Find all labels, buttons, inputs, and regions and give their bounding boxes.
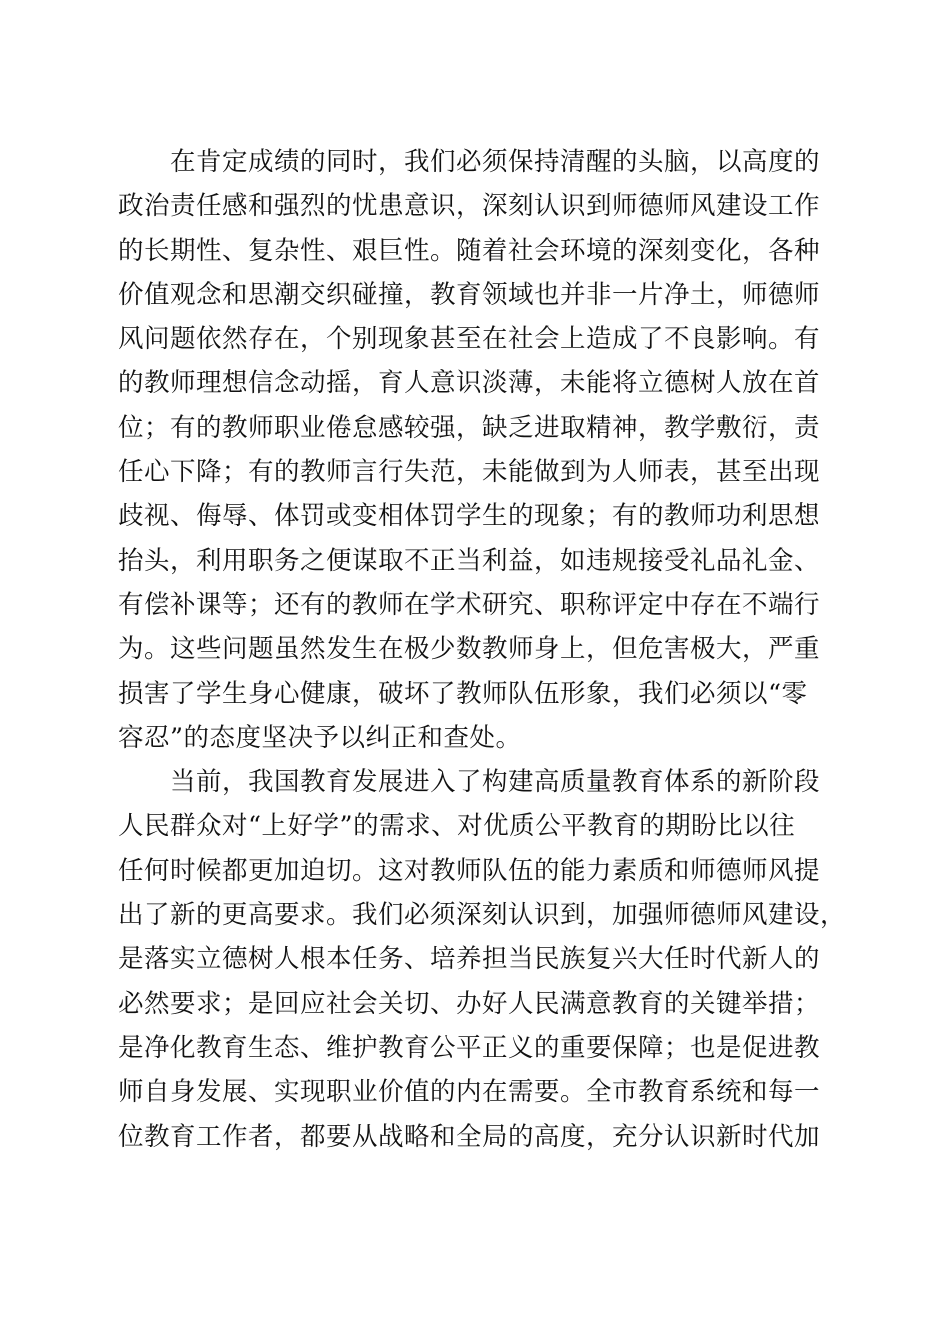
- paragraph-1: [118, 140, 828, 760]
- text-line: 的长期性、复杂性、艰巨性。随着社会环境的深刻变化，各种: [118, 235, 821, 266]
- body-text: [118, 140, 847, 1159]
- text-line: 为。这些问题虽然发生在极少数教师身上，但危害极大，严重: [118, 634, 821, 665]
- paragraph-2: [118, 760, 847, 1159]
- text-line: 任何时候都更加迫切。这对教师队伍的能力素质和师德师风提: [118, 855, 821, 886]
- text-line: 价值观念和思潮交织碰撞，教育领域也并非一片净土，师德师: [118, 279, 821, 310]
- text-line: 容忍”的态度坚决予以纠正和查处。: [118, 722, 522, 753]
- text-line: 风问题依然存在，个别现象甚至在社会上造成了不良影响。有: [118, 324, 821, 355]
- text-line: 的教师理想信念动摇，育人意识淡薄，未能将立德树人放在首: [118, 368, 821, 399]
- text-line: 有偿补课等；还有的教师在学术研究、职称评定中存在不端行: [118, 589, 821, 620]
- text-line: 歧视、侮辱、体罚或变相体罚学生的现象；有的教师功利思想: [118, 501, 821, 532]
- text-line: 位教育工作者，都要从战略和全局的高度，充分认识新时代加: [118, 1121, 821, 1152]
- text-line: 当前，我国教育发展进入了构建高质量教育体系的新阶段: [170, 767, 821, 798]
- text-line: 政治责任感和强烈的忧患意识，深刻认识到师德师风建设工作: [118, 191, 821, 222]
- text-line: 是落实立德树人根本任务、培养担当民族复兴大任时代新人的: [118, 944, 821, 975]
- text-line: 任心下降；有的教师言行失范，未能做到为人师表，甚至出现: [118, 457, 821, 488]
- text-line: 师自身发展、实现职业价值的内在需要。全市教育系统和每一: [118, 1077, 821, 1108]
- text-line: 人民群众对“上好学”的需求、对优质公平教育的期盼比以往: [118, 811, 796, 842]
- text-line: 出了新的更高要求。我们必须深刻认识到，加强师德师风建设，: [118, 900, 847, 931]
- text-line: 抬头，利用职务之便谋取不正当利益，如违规接受礼品礼金、: [118, 545, 821, 576]
- text-line: 必然要求；是回应社会关切、办好人民满意教育的关键举措；: [118, 988, 821, 1019]
- text-line: 在肯定成绩的同时，我们必须保持清醒的头脑，以高度的: [170, 147, 821, 177]
- text-line: 损害了学生身心健康，破坏了教师队伍形象，我们必须以“零: [118, 678, 808, 709]
- text-line: 位；有的教师职业倦怠感较强，缺乏进取精神，教学敷衍，责: [118, 412, 821, 443]
- text-line: 是净化教育生态、维护教育公平正义的重要保障；也是促进教: [118, 1032, 821, 1063]
